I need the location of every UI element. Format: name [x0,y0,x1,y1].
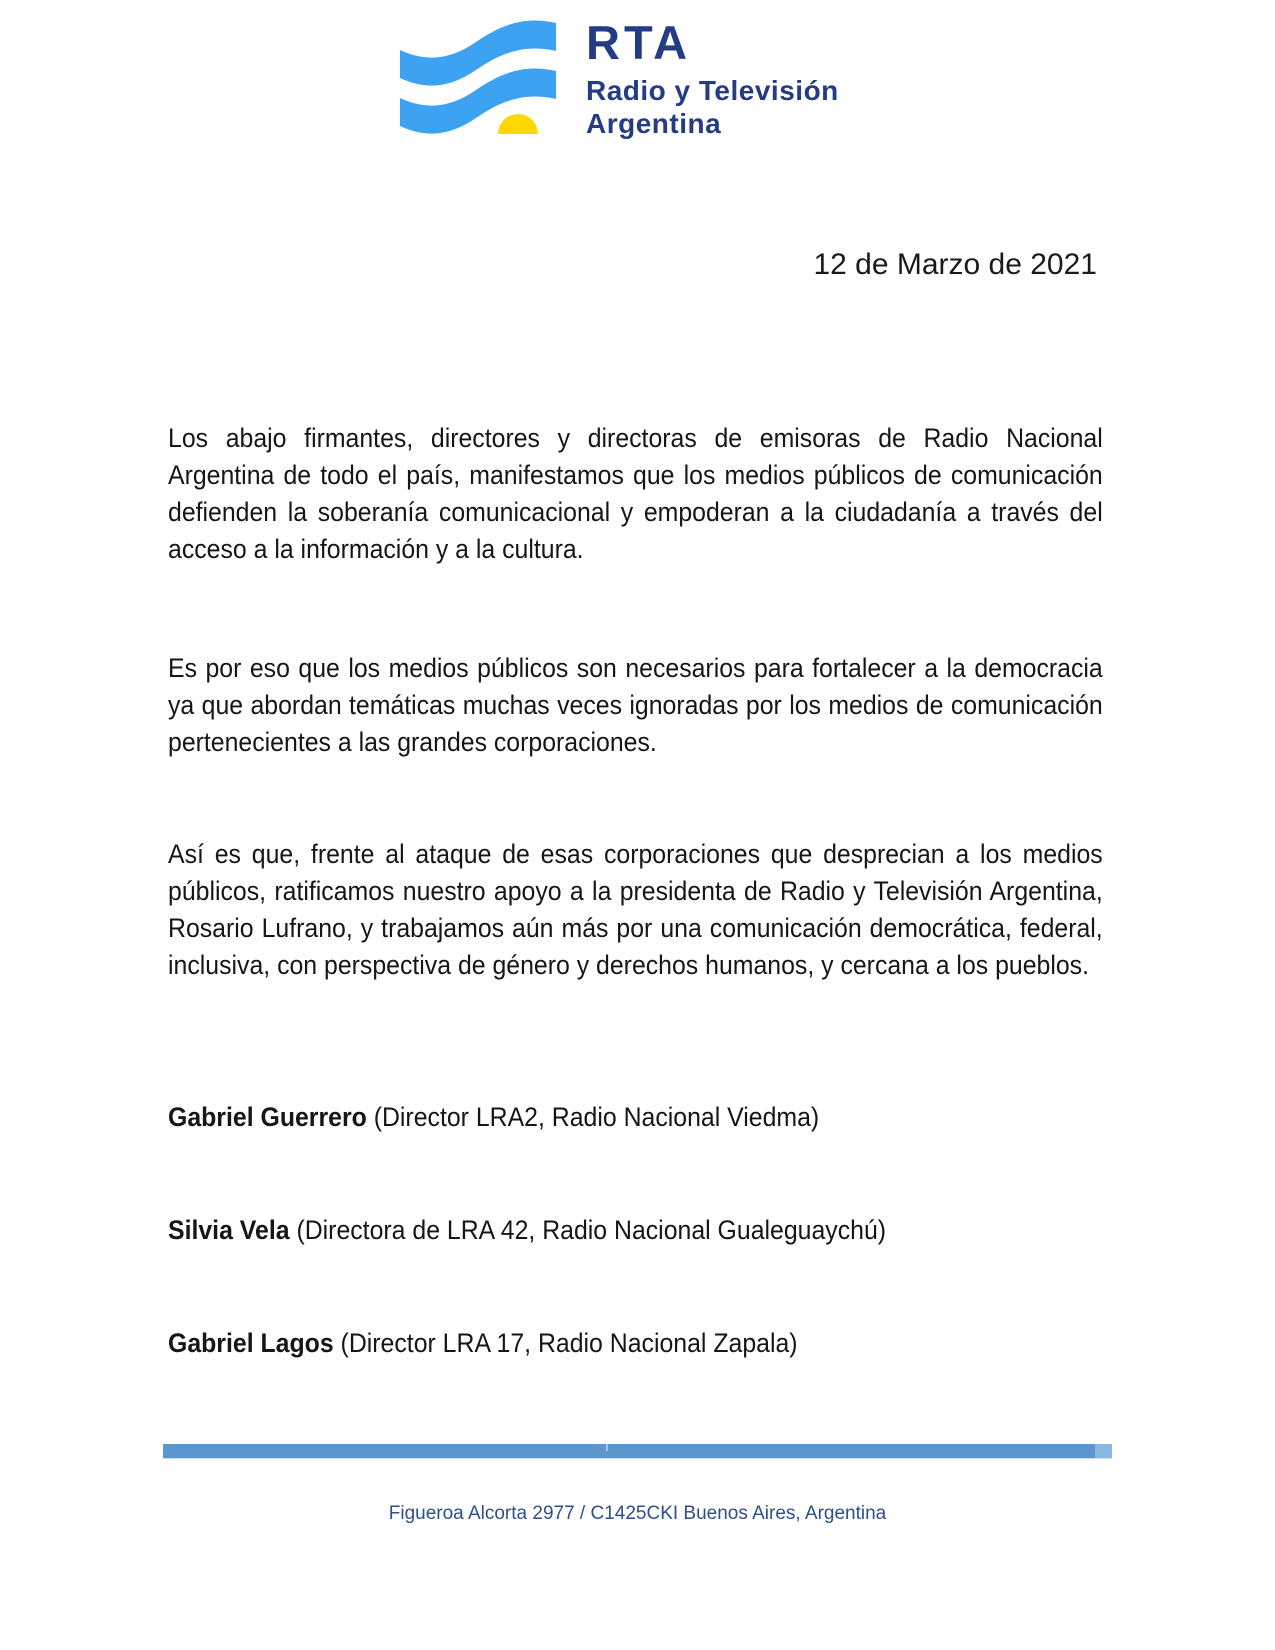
signature-3-name: Gabriel Lagos [168,1328,334,1358]
logo-wordmark [586,10,839,140]
signature-line-1 [168,1100,1103,1134]
signature-2-name: Silvia Vela [168,1215,290,1245]
logo-name-line1: Radio y Televisión [586,75,839,106]
letter-date: 12 de Marzo de 2021 [813,248,1097,281]
footer-bar-seam [606,1444,608,1451]
signature-1-role: (Director LRA2, Radio Nacional Viedma) [366,1102,820,1132]
rta-logo [398,10,839,140]
footer-divider-bar [163,1444,1112,1459]
sun-icon [498,114,538,134]
signature-3-role: (Director LRA 17, Radio Nacional Zapala) [333,1328,798,1358]
signature-1-name: Gabriel Guerrero [168,1102,367,1132]
paragraph-1: Los abajo firmantes, directores y directoras de emisoras de Radio Nacional Argentina de todo el país, manifestamos que los medios públicos de comunicación defienden la soberanía comunicacional y empoderan a la ciudadanía a través del acceso a la información y a la cultura. [168,423,1103,564]
argentina-flag-waves-icon [398,10,558,134]
logo-name-line2: Argentina [586,108,722,139]
signature-line-2 [168,1213,1103,1247]
footer-bar-main [163,1444,1095,1459]
signature-2-role: (Directora de LRA 42, Radio Nacional Gualeguaychú) [289,1215,887,1245]
paragraph-2: Es por eso que los medios públicos son necesarios para fortalecer a la democracia ya que abordan temáticas muchas veces ignoradas por los medios de comunicación pertenecientes a las grandes corporaciones. [168,653,1103,757]
paragraph-3: Así es que, frente al ataque de esas corporaciones que desprecian a los medios públicos, ratificamos nuestro apoyo a la presidenta de Radio y Televisión Argentina, Rosario Lufrano, y trabajamos aún más por una comunicación democrática, federal, inclusiva, con perspectiva de género y derechos humanos, y cercana a los pueblos. [168,839,1103,980]
footer-bar-tail [1095,1444,1112,1459]
logo-acronym: RTA [586,16,692,69]
footer-address: Figueroa Alcorta 2977 / C1425CKI Buenos Aires, Argentina [388,1503,887,1524]
signature-line-3 [168,1326,1103,1360]
